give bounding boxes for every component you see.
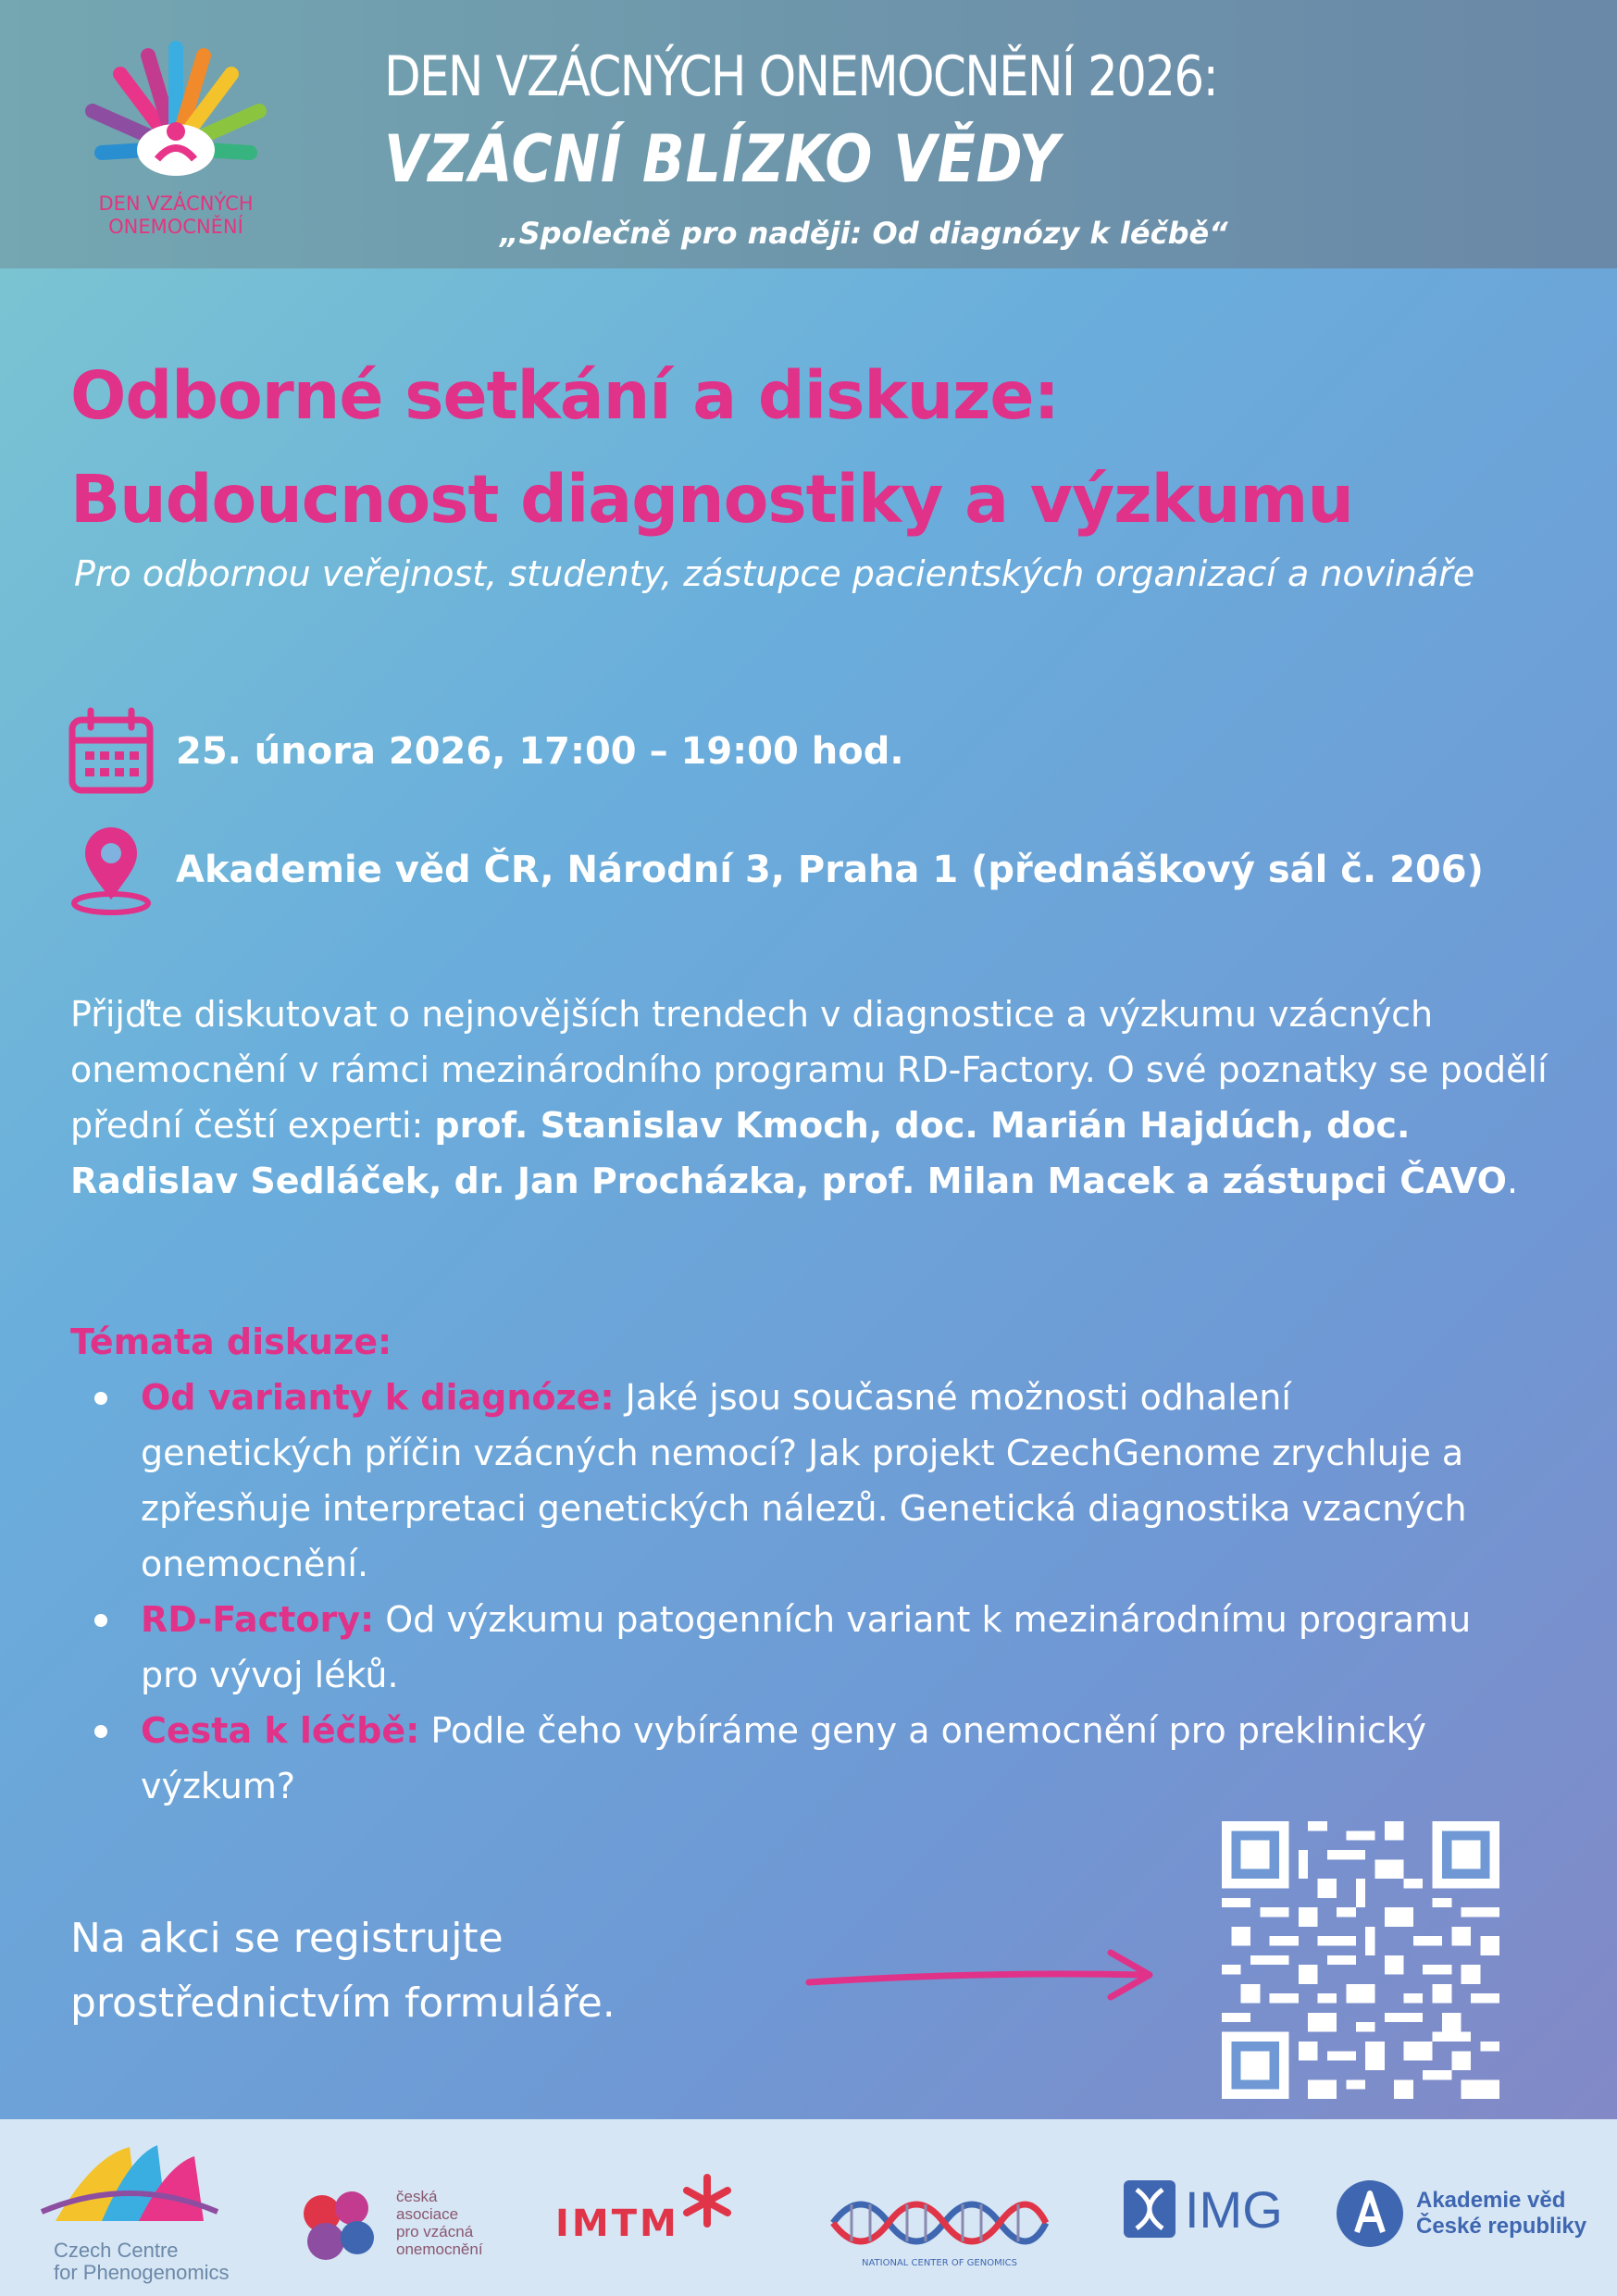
registration-line2: prostřednictvím formuláře. [70, 1980, 616, 2027]
academy-logo-icon [1333, 2177, 1407, 2251]
ncg-label: NATIONAL CENTER OF GENOMICS [861, 2258, 1018, 2268]
intro-text: Přijďte diskutovat o nejnovějších trendech v diagnostice a výzkumu vzácných onemocnění v rámci mezinárodního programu RD-Factory. O své poznatky se podělí přední čeští experti: [70, 994, 1548, 1146]
partner-national-center-genomics [828, 2177, 1051, 2269]
topic-text: Jaké jsou současné možnosti odhalení genetických příčin vzácných nemocí? Jak projekt CzechGenome zrychluje a zpřesňuje interpretaci genetických nálezů. Genetická diagnostika vzacných onemocnění. [141, 1377, 1467, 1584]
date-text: 25. února 2026, 17:00 – 19:00 hod. [176, 730, 904, 773]
topics-title: Témata diskuze: [70, 1322, 392, 1362]
dna-helix-logo-icon [828, 2177, 1051, 2269]
qr-code-icon[interactable] [1222, 1821, 1499, 2099]
topic-text: Od výzkumu patogenních variant k mezinárodnímu programu pro vývoj léků. [141, 1599, 1472, 1695]
partner-caven [294, 2177, 516, 2269]
registration-text [70, 1906, 811, 2036]
calendar-icon [67, 705, 155, 798]
date-row [67, 705, 904, 798]
intro-end: . [1506, 1160, 1519, 1201]
audience-text: Pro odbornou veřejnost, studenty, zástupce pacientských organizací a novináře [74, 553, 1475, 594]
academy-label [1416, 2188, 1586, 2240]
topic-term: Cesta k léčbě: [141, 1710, 420, 1751]
arrow-right-icon [805, 1943, 1157, 2008]
list-item [70, 1370, 1514, 1592]
event-motto: „Společně pro naději: Od diagnózy k léčbě“ [500, 216, 1228, 251]
logo-text-line1: DEN VZÁCNÝCH [98, 192, 254, 215]
registration-line1: Na akci se registrujte [70, 1915, 504, 1962]
rare-disease-day-logo [65, 37, 287, 250]
caven-line3: pro vzácná [396, 2223, 474, 2240]
main-heading [70, 344, 1570, 552]
academy-line2: České republiky [1416, 2214, 1587, 2239]
location-row [67, 824, 1484, 916]
partner-img [1120, 2177, 1283, 2241]
intro-paragraph [70, 987, 1570, 1209]
topic-text: Podle čeho vybíráme geny a onemocnění pro preklinický výzkum? [141, 1710, 1426, 1806]
topic-term: RD-Factory: [141, 1599, 375, 1640]
imtm-star-icon [679, 2168, 744, 2242]
header-banner [0, 0, 1617, 268]
bullet-icon [94, 1614, 107, 1627]
experts-list: prof. Stanislav Kmoch, doc. Marián Hajdúch, doc. Radislav Sedláček, dr. Jan Procházka, prof. Milan Macek a zástupci ČAVO [70, 1105, 1507, 1201]
list-item [70, 1592, 1514, 1703]
event-title: DEN VZÁCNÝCH ONEMOCNĚNÍ 2026: [384, 44, 1218, 109]
logo-text [65, 192, 287, 239]
heading-line2: Budoucnost diagnostiky a výzkumu [70, 461, 1353, 538]
czech-centre-line2: for Phenogenomics [54, 2261, 230, 2284]
location-pin-icon [67, 824, 155, 916]
czech-centre-line1: Czech Centre [54, 2239, 179, 2262]
partner-imtm [555, 2166, 744, 2245]
czech-centre-label [54, 2240, 239, 2284]
img-logo-icon [1120, 2177, 1179, 2241]
topic-term: Od varianty k diagnóze: [141, 1377, 615, 1418]
img-label: IMG [1185, 2179, 1283, 2239]
czech-centre-logo-icon [37, 2138, 222, 2240]
logo-text-line2: ONEMOCNĚNÍ [108, 216, 243, 238]
bullet-icon [94, 1392, 107, 1405]
location-text: Akademie věd ČR, Národní 3, Praha 1 (přednáškový sál č. 206) [176, 849, 1484, 891]
list-item [70, 1703, 1514, 1814]
caven-line4: onemocnění [396, 2240, 483, 2258]
caven-label [396, 2188, 516, 2258]
imtm-label: IMTM [555, 2203, 679, 2245]
partner-czech-centre-phenogenomics [37, 2138, 230, 2284]
academy-line1: Akademie věd [1416, 2188, 1566, 2213]
caven-line2: asociace [396, 2205, 459, 2223]
caven-line1: česká [396, 2188, 438, 2205]
topics-list [70, 1370, 1514, 1814]
bullet-icon [94, 1725, 107, 1738]
caven-logo-icon [294, 2177, 387, 2269]
event-slogan: VZÁCNÍ BLÍZKO VĚDY [384, 121, 1061, 197]
heading-line1: Odborné setkání a diskuze: [70, 357, 1059, 434]
partner-academy-of-sciences [1333, 2177, 1586, 2251]
hands-logo-icon [65, 37, 287, 194]
